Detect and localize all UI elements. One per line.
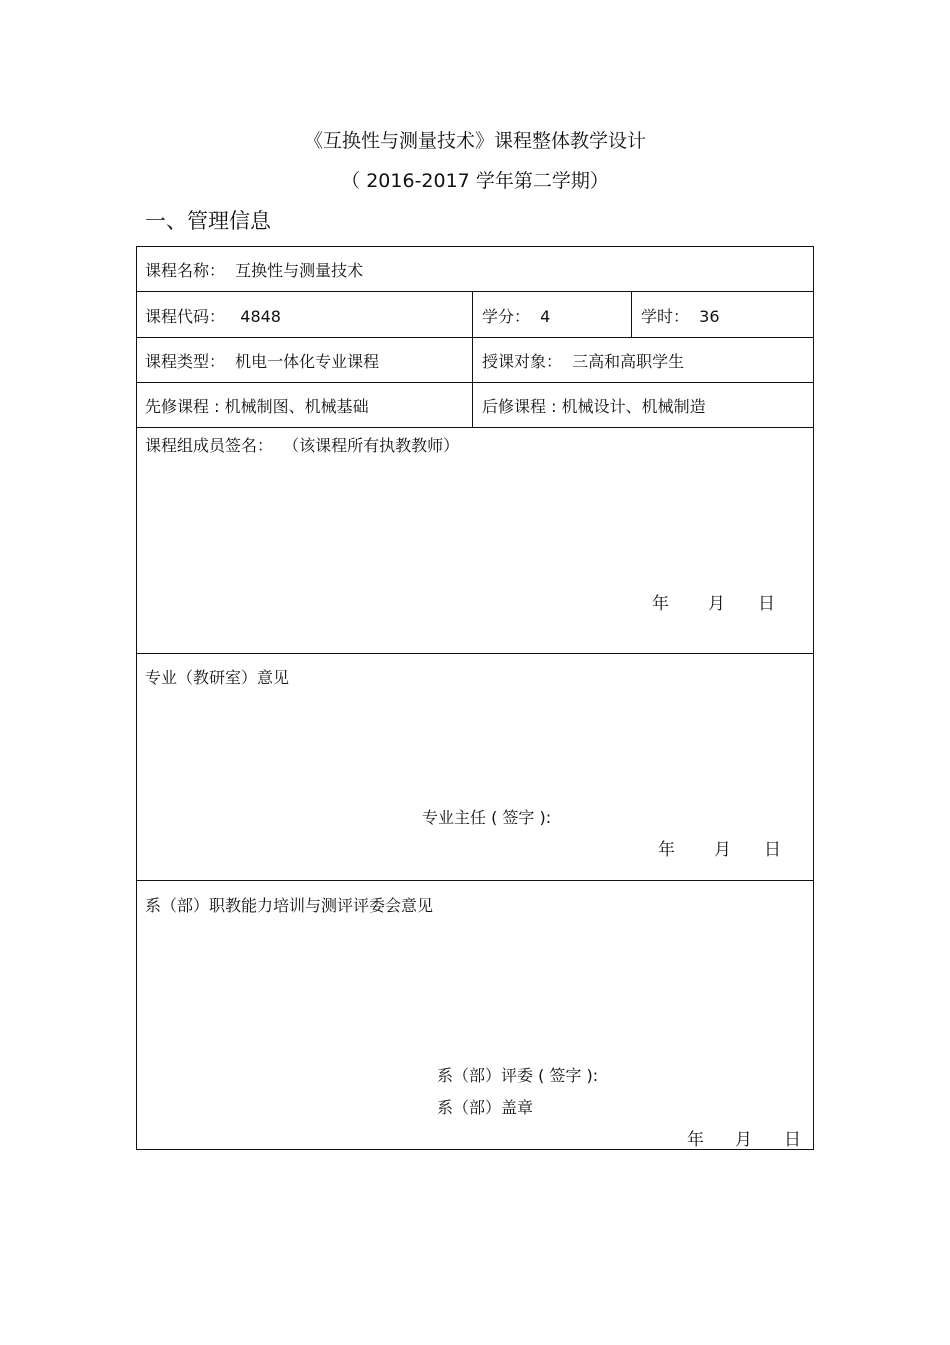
members-signature-label: 课程组成员签名： （该课程所有执教教师） (145, 436, 460, 455)
course-code-cell: 课程代码： 4848 (145, 307, 281, 326)
date-day: 日 (758, 594, 775, 614)
row-divider (136, 427, 814, 428)
row-divider (136, 653, 814, 654)
row-divider (136, 291, 814, 292)
course-type-cell: 课程类型： 机电一体化专业课程 (145, 352, 380, 371)
date-year: 年 (658, 840, 675, 860)
academic-term: （ 2016-2017 学年第二学期） (341, 170, 609, 192)
row-divider (136, 337, 814, 338)
date-year: 年 (687, 1130, 704, 1150)
date-month: 月 (735, 1130, 752, 1150)
document-title: 《互换性与测量技术》课程整体教学设计 (303, 130, 646, 152)
course-name-cell: 课程名称： 互换性与测量技术 (145, 261, 364, 280)
row-divider (136, 880, 814, 881)
date-month: 月 (708, 594, 725, 614)
prerequisite-cell: 先修课程 : 机械制图、机械基础 (145, 397, 369, 416)
row-divider (136, 382, 814, 383)
date-day: 日 (764, 840, 781, 860)
department-opinion-label: 系（部）职教能力培训与测评评委会意见 (145, 896, 434, 915)
hours-cell: 学时： 36 (641, 307, 720, 326)
major-director-signature-label: 专业主任 ( 签字 ): (422, 808, 552, 827)
date-day: 日 (784, 1130, 801, 1150)
follow-up-cell: 后修课程 : 机械设计、机械制造 (482, 397, 706, 416)
credits-cell: 学分： 4 (482, 307, 551, 326)
section-heading-management-info: 一、管理信息 (145, 209, 271, 233)
department-committee-signature-label: 系（部）评委 ( 签字 ): (437, 1066, 599, 1085)
date-year: 年 (652, 594, 669, 614)
major-opinion-label: 专业（教研室）意见 (145, 668, 290, 687)
date-month: 月 (714, 840, 731, 860)
column-divider (631, 291, 632, 337)
department-seal-label: 系（部）盖章 (437, 1098, 534, 1117)
column-divider (472, 291, 473, 427)
audience-cell: 授课对象： 三高和高职学生 (482, 352, 685, 371)
